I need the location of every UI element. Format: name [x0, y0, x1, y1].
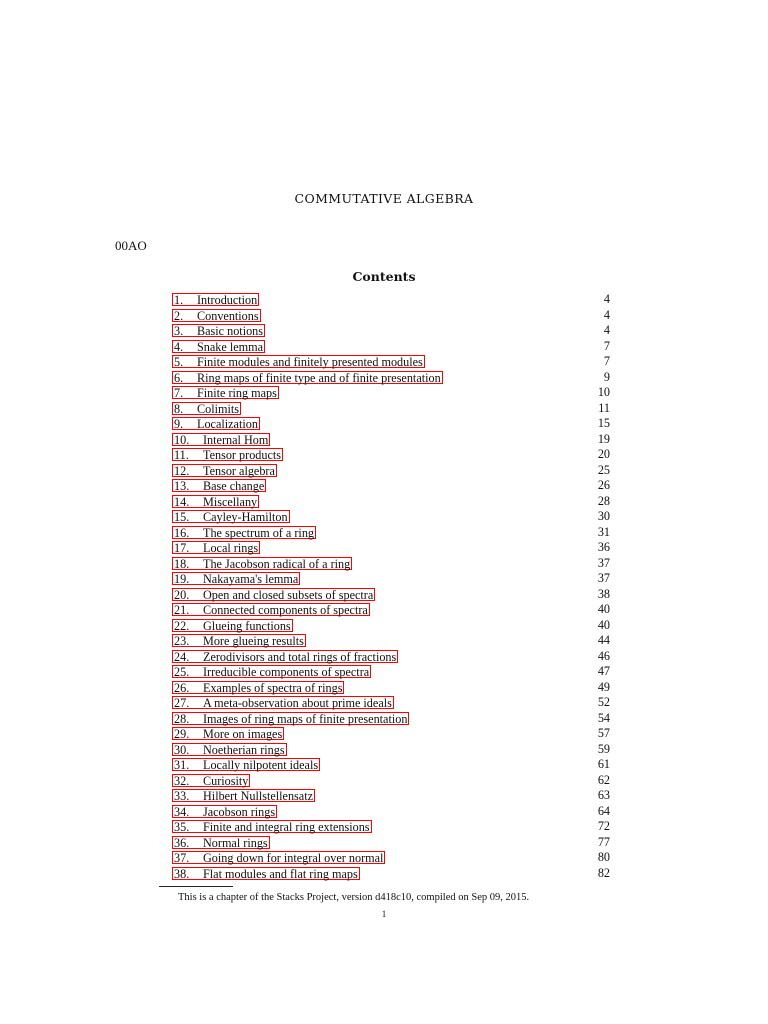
- toc-section-title: Localization: [197, 417, 258, 431]
- toc-link[interactable]: [172, 479, 266, 492]
- toc-row: [172, 587, 610, 603]
- toc-section-number: 25.: [174, 665, 190, 679]
- toc-row: [172, 509, 610, 525]
- toc-row: [172, 680, 610, 696]
- toc-section-number: 23.: [174, 634, 190, 648]
- toc-section-number: 4.: [174, 339, 184, 354]
- toc-section-number: 30.: [174, 742, 190, 757]
- toc-section-number: 20.: [174, 587, 190, 602]
- toc-page-number: 63: [597, 788, 610, 802]
- toc-row: [172, 602, 610, 618]
- toc-section-number: 34.: [174, 804, 190, 819]
- toc-page-number: 20: [597, 447, 610, 461]
- toc-section-title: Hilbert Nullstellensatz: [203, 789, 313, 803]
- toc-link[interactable]: [172, 464, 277, 477]
- toc-section-title: Cayley-Hamilton: [203, 510, 288, 524]
- toc-section-title: Internal Hom: [203, 432, 269, 447]
- toc-link[interactable]: [172, 510, 290, 523]
- toc-link[interactable]: [172, 340, 265, 353]
- toc-page-number: 54: [597, 710, 610, 725]
- toc-row: [172, 540, 610, 556]
- toc-section-title: Irreducible components of spectra: [203, 665, 370, 679]
- toc-link[interactable]: [172, 588, 375, 601]
- toc-section-number: 2.: [174, 308, 184, 323]
- toc-section-number: 1.: [174, 293, 184, 307]
- toc-link[interactable]: [172, 820, 372, 833]
- toc-section-number: 32.: [174, 773, 190, 788]
- toc-link[interactable]: [172, 448, 283, 461]
- toc-page-number: 37: [597, 555, 610, 570]
- toc-section-title: The Jacobson radical of a ring: [203, 556, 351, 571]
- toc-section-number: 31.: [174, 758, 190, 772]
- toc-section-number: 3.: [174, 324, 184, 338]
- toc-page-number: 4: [603, 292, 610, 306]
- footnote-rule: [159, 886, 233, 887]
- toc-link[interactable]: [172, 324, 265, 337]
- toc-link[interactable]: [172, 696, 394, 709]
- toc-link[interactable]: [172, 758, 320, 771]
- toc-section-number: 21.: [174, 603, 190, 617]
- toc-section-title: Going down for integral over normal: [203, 851, 384, 865]
- toc-page-number: 7: [603, 338, 610, 353]
- toc-section-title: Zerodivisors and total rings of fractions: [203, 649, 397, 664]
- toc-section-title: Local rings: [203, 541, 259, 555]
- toc-page-number: 19: [597, 431, 610, 446]
- toc-page-number: 26: [597, 478, 610, 492]
- toc-section-title: Miscellany: [203, 494, 258, 509]
- toc-row: [172, 804, 610, 820]
- toc-link[interactable]: [172, 851, 385, 864]
- toc-section-number: 10.: [174, 432, 190, 447]
- toc-row: [172, 478, 610, 494]
- toc-page-number: 59: [597, 741, 610, 756]
- toc-row: [172, 664, 610, 680]
- toc-section-title: Finite and integral ring extensions: [203, 820, 370, 834]
- toc-page-number: 31: [597, 524, 610, 539]
- toc-row: [172, 695, 610, 711]
- toc-page-number: 80: [597, 850, 610, 864]
- toc-page-number: 37: [597, 571, 610, 585]
- toc-link[interactable]: [172, 712, 409, 725]
- toc-section-title: More glueing results: [203, 634, 304, 648]
- toc-page-number: 25: [597, 462, 610, 477]
- toc-row: [172, 323, 610, 339]
- toc-link[interactable]: [172, 309, 261, 322]
- toc-page-number: 62: [597, 772, 610, 787]
- toc-section-number: 33.: [174, 789, 190, 803]
- toc-row: [172, 556, 610, 572]
- toc-page-number: 10: [597, 385, 610, 399]
- toc-row: [172, 308, 610, 324]
- toc-section-title: Tensor algebra: [203, 463, 275, 478]
- toc-section-title: Open and closed subsets of spectra: [203, 587, 374, 602]
- toc-section-number: 18.: [174, 556, 190, 571]
- toc-link[interactable]: [172, 572, 300, 585]
- toc-section-title: Base change: [203, 479, 265, 493]
- toc-page-number: 7: [603, 354, 610, 368]
- toc-section-title: Snake lemma: [197, 339, 263, 354]
- toc-section-title: The spectrum of a ring: [203, 525, 315, 540]
- toc-section-number: 11.: [174, 448, 189, 462]
- toc-link[interactable]: [172, 557, 352, 570]
- toc-link[interactable]: [172, 774, 250, 787]
- toc-section-title: More on images: [203, 727, 283, 741]
- toc-section-number: 29.: [174, 727, 190, 741]
- toc-section-number: 27.: [174, 696, 190, 710]
- toc-row: [172, 757, 610, 773]
- toc-section-title: Connected components of spectra: [203, 603, 368, 617]
- toc-page-number: 15: [597, 416, 610, 430]
- toc-page-number: 38: [597, 586, 610, 601]
- toc-row: [172, 866, 610, 882]
- toc-section-title: Noetherian rings: [203, 742, 285, 757]
- toc-link[interactable]: [172, 867, 360, 880]
- toc-row: [172, 742, 610, 758]
- toc-link[interactable]: [172, 789, 315, 802]
- toc-row: [172, 633, 610, 649]
- toc-section-number: 26.: [174, 680, 190, 695]
- toc-link[interactable]: [172, 386, 279, 399]
- toc-page-number: 4: [603, 307, 610, 322]
- toc-page-number: 11: [598, 400, 610, 415]
- toc-page-number: 44: [597, 633, 610, 647]
- toc-link[interactable]: [172, 743, 287, 756]
- toc-row: [172, 385, 610, 401]
- toc-page-number: 36: [597, 540, 610, 554]
- toc-section-title: Glueing functions: [203, 618, 291, 633]
- page-number: 1: [381, 909, 387, 919]
- toc-page-number: 28: [597, 493, 610, 508]
- toc-section-title: Examples of spectra of rings: [203, 680, 343, 695]
- toc-page-number: 47: [597, 664, 610, 678]
- contents-heading: Contents: [352, 269, 416, 284]
- toc-page-number: 49: [597, 679, 610, 694]
- toc-section-title: Conventions: [197, 308, 259, 323]
- toc-row: [172, 850, 610, 866]
- toc-section-title: Flat modules and flat ring maps: [203, 866, 358, 881]
- table-of-contents: [172, 292, 610, 881]
- toc-row: [172, 525, 610, 541]
- tag-label: 00AO: [115, 238, 147, 253]
- toc-link[interactable]: [172, 634, 306, 647]
- toc-section-title: Ring maps of finite type and of finite presentation: [197, 370, 441, 385]
- toc-row: [172, 416, 610, 432]
- toc-section-title: Curiosity: [203, 773, 249, 788]
- toc-row: [172, 649, 610, 665]
- toc-section-title: Basic notions: [197, 324, 264, 338]
- toc-page-number: 82: [597, 865, 610, 880]
- toc-row: [172, 432, 610, 448]
- toc-page-number: 46: [597, 648, 610, 663]
- toc-link[interactable]: [172, 417, 260, 430]
- toc-page-number: 77: [597, 834, 610, 849]
- toc-section-title: Colimits: [197, 401, 239, 416]
- toc-link[interactable]: [172, 681, 344, 694]
- toc-row: [172, 370, 610, 386]
- toc-section-title: Normal rings: [203, 835, 268, 850]
- toc-link[interactable]: [172, 650, 398, 663]
- toc-section-title: Locally nilpotent ideals: [203, 758, 319, 772]
- toc-section-title: Introduction: [197, 293, 258, 307]
- toc-row: [172, 835, 610, 851]
- toc-page-number: 72: [597, 819, 610, 833]
- toc-section-number: 9.: [174, 417, 184, 431]
- toc-section-number: 16.: [174, 525, 190, 540]
- toc-page-number: 57: [597, 726, 610, 740]
- toc-section-number: 35.: [174, 820, 190, 834]
- toc-row: [172, 819, 610, 835]
- page-title: COMMUTATIVE ALGEBRA: [294, 191, 474, 206]
- toc-section-number: 14.: [174, 494, 190, 509]
- toc-row: [172, 463, 610, 479]
- toc-link[interactable]: [172, 526, 316, 539]
- toc-page-number: 9: [603, 369, 610, 384]
- toc-section-number: 28.: [174, 711, 190, 726]
- toc-section-title: A meta-observation about prime ideals: [203, 696, 392, 710]
- toc-section-title: Tensor products: [203, 448, 282, 462]
- toc-row: [172, 339, 610, 355]
- toc-page-number: 64: [597, 803, 610, 818]
- toc-section-number: 5.: [174, 355, 184, 369]
- toc-page-number: 4: [603, 323, 610, 337]
- toc-page-number: 61: [597, 757, 610, 771]
- toc-row: [172, 494, 610, 510]
- toc-link[interactable]: [172, 433, 270, 446]
- toc-row: [172, 292, 610, 308]
- toc-section-number: 8.: [174, 401, 184, 416]
- toc-page-number: 52: [597, 695, 610, 709]
- toc-row: [172, 773, 610, 789]
- toc-row: [172, 726, 610, 742]
- toc-section-number: 17.: [174, 541, 190, 555]
- toc-link[interactable]: [172, 727, 284, 740]
- toc-link[interactable]: [172, 541, 260, 554]
- toc-page-number: 40: [597, 602, 610, 616]
- toc-section-title: Nakayama's lemma: [203, 572, 299, 586]
- toc-row: [172, 711, 610, 727]
- toc-row: [172, 618, 610, 634]
- toc-section-title: Finite modules and finitely presented modules: [197, 355, 423, 369]
- toc-section-number: 12.: [174, 463, 190, 478]
- toc-section-number: 15.: [174, 510, 190, 524]
- footnote: This is a chapter of the Stacks Project, version d418c10, compiled on Sep 09, 2015.: [178, 892, 530, 903]
- toc-section-number: 24.: [174, 649, 190, 664]
- toc-section-number: 22.: [174, 618, 190, 633]
- toc-row: [172, 788, 610, 804]
- toc-link[interactable]: [172, 836, 270, 849]
- toc-section-number: 19.: [174, 572, 190, 586]
- toc-section-number: 36.: [174, 835, 190, 850]
- toc-section-number: 37.: [174, 851, 190, 865]
- toc-link[interactable]: [172, 355, 425, 368]
- toc-section-number: 13.: [174, 479, 190, 493]
- toc-link[interactable]: [172, 619, 293, 632]
- toc-link[interactable]: [172, 402, 241, 415]
- toc-page-number: 30: [597, 509, 610, 523]
- toc-section-title: Images of ring maps of finite presentation: [203, 711, 408, 726]
- toc-link[interactable]: [172, 603, 370, 616]
- toc-link[interactable]: [172, 665, 371, 678]
- toc-link[interactable]: [172, 805, 277, 818]
- toc-link[interactable]: [172, 371, 443, 384]
- toc-link[interactable]: [172, 293, 259, 306]
- toc-section-number: 38.: [174, 866, 190, 881]
- toc-section-title: Jacobson rings: [203, 804, 276, 819]
- toc-row: [172, 354, 610, 370]
- toc-link[interactable]: [172, 495, 259, 508]
- toc-section-number: 7.: [174, 386, 184, 400]
- toc-page-number: 40: [597, 617, 610, 632]
- toc-row: [172, 571, 610, 587]
- toc-row: [172, 401, 610, 417]
- toc-section-number: 6.: [174, 370, 184, 385]
- toc-row: [172, 447, 610, 463]
- toc-section-title: Finite ring maps: [197, 386, 277, 400]
